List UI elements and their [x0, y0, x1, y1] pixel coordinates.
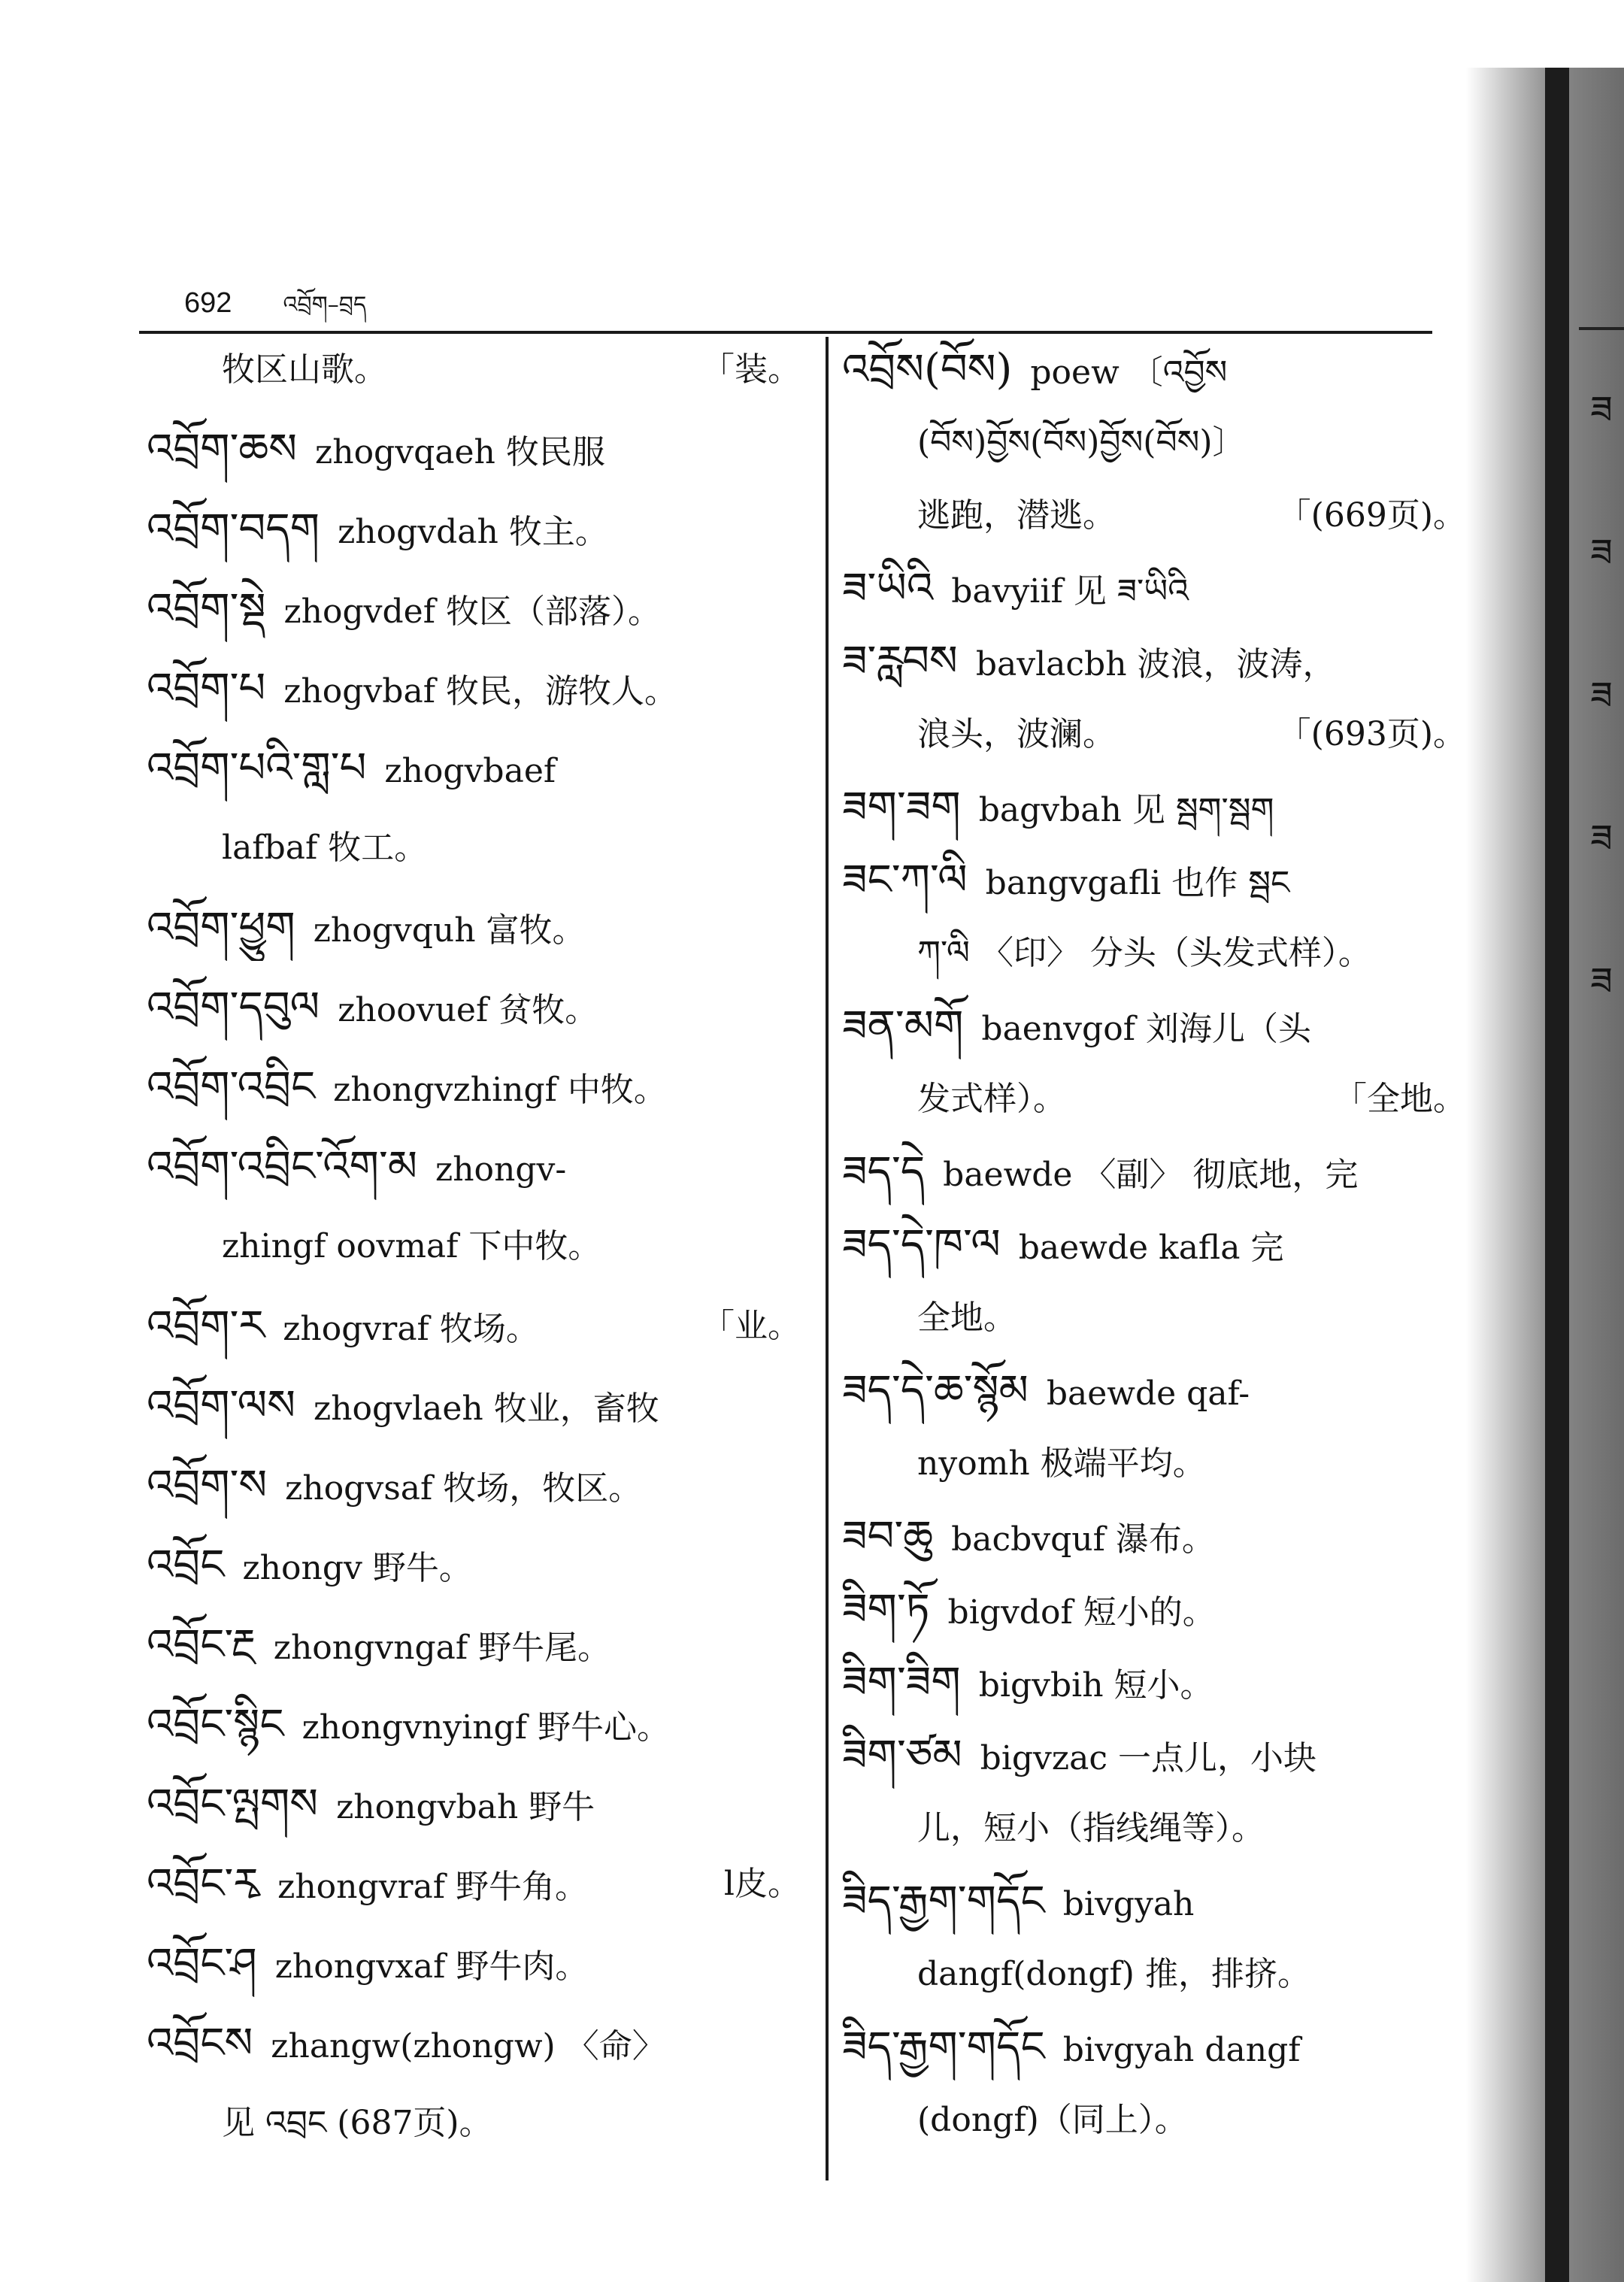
entry-text: zhongv- [435, 1150, 567, 1189]
dictionary-entry [147, 1771, 808, 1838]
entry-text: zhoovuef 贫牧。 [338, 991, 598, 1029]
headword-tibetan: འབྲོག་སྡེ [147, 584, 266, 633]
entry-continuation [147, 815, 808, 881]
entry-continuation [842, 920, 1474, 986]
dictionary-entry [842, 1868, 1474, 1935]
headword-tibetan: ཟང་ཀ་ལི [842, 856, 968, 905]
headword-tibetan: འབྲོག་ལས [147, 1381, 296, 1430]
headword-tibetan: འབྲོག་ས [147, 1461, 268, 1510]
entry-text: bivgyah dangf [1062, 2031, 1301, 2069]
entry-text: bivgyah [1062, 1885, 1195, 1923]
headword-tibetan: འབྲོང་རྔ [147, 1620, 256, 1669]
facing-page-glyph: ཟ [1590, 959, 1613, 1003]
dictionary-entry [147, 735, 808, 802]
entry-text: bagvbah 见 སྦག་སྦག [978, 791, 1274, 829]
entry-text: bangvgafli 也作 སྦང [985, 864, 1290, 902]
margin-note: 「全地。 [1334, 1080, 1466, 1118]
headword-tibetan: ཟག་ཟག [842, 783, 961, 832]
entry-text: zhangw(zhongw) 〈命〉 [271, 2027, 665, 2065]
headword-tibetan: ཟིག་ཙམ [842, 1731, 962, 1780]
entry-text: bavyiif 见 ཟ་ཡིའི [951, 572, 1189, 611]
headword-tibetan: འབྲོག་འབྲིང་འོག་མ [147, 1142, 418, 1191]
headword-tibetan: འབྲོག་ར [147, 1302, 265, 1350]
dictionary-entry [147, 1373, 808, 1439]
entry-continuation [842, 2087, 1474, 2153]
entry-text: bacbvquf 瀑布。 [951, 1520, 1215, 1559]
entry-text: dangf(dongf) 推，排挤。 [917, 1955, 1310, 1993]
dictionary-entry [842, 2014, 1474, 2080]
headword-tibetan: འབྲོང [147, 1541, 225, 1590]
entry-continuation [842, 702, 1474, 768]
dictionary-entry [147, 1692, 808, 1758]
entry-text: baewde qaf- [1046, 1374, 1250, 1413]
dictionary-entry [147, 1453, 808, 1519]
headword-tibetan: ཟད་དེ [842, 1147, 926, 1196]
dictionary-entry [842, 847, 1474, 914]
entry-text: 牧区山歌。 [222, 350, 387, 389]
headword-tibetan: འབྲོག་དབུལ [147, 983, 320, 1032]
entry-continuation [842, 1796, 1474, 1862]
entry-text: zhogvbaef [384, 752, 556, 790]
entry-text: zhogvdef 牧区（部落）。 [283, 592, 661, 631]
headword-tibetan: ཟད་དེ་ཆ་སྙོམ [842, 1366, 1029, 1415]
entry-text: zhongvraf 野牛角。 [277, 1868, 589, 1906]
headword-tibetan: འབྲོག་པའི་གླ་པ [147, 744, 367, 792]
headword-tibetan: ཟབ་ཆུ [842, 1512, 934, 1561]
entry-text: 见 འབྲང (687页)。 [222, 2104, 492, 2142]
margin-note: 「(693页)。 [1277, 715, 1466, 753]
entry-text: bigvzac 一点儿，小块 [980, 1739, 1316, 1777]
running-head: འབྲོག–བྲད [283, 292, 367, 318]
entry-continuation [842, 1941, 1474, 2008]
dictionary-entry [842, 1577, 1474, 1643]
dictionary-entry [147, 974, 808, 1041]
entry-continuation [842, 410, 1474, 476]
dictionary-entry [842, 774, 1474, 841]
headword-tibetan: འབྲོང་ཤ [147, 1939, 257, 1988]
entry-continuation [147, 2090, 808, 2156]
dictionary-entry [842, 629, 1474, 695]
entry-text: (བོས)བྱོས(བོས)བྱོས(བོས)〕 [917, 423, 1246, 462]
dictionary-entry [842, 1504, 1474, 1570]
dictionary-entry [842, 1139, 1474, 1205]
headword-tibetan: འབྲོག་ཕྱུག [147, 903, 295, 952]
dictionary-entry [147, 1532, 808, 1599]
entry-text: lafbaf 牧工。 [222, 829, 428, 867]
headword-tibetan: འབྲོས(བོས) [842, 345, 1013, 394]
dictionary-entry [147, 576, 808, 642]
entry-text: zhongvnyingf 野牛心。 [301, 1708, 670, 1747]
dictionary-entry [147, 895, 808, 961]
dictionary-entry [147, 656, 808, 722]
entry-text: zhogvbaf 牧民，游牧人。 [283, 672, 677, 711]
page-number: 692 [184, 287, 232, 319]
dictionary-entry [147, 1134, 808, 1200]
entry-text: zhogvdah 牧主。 [338, 513, 608, 551]
entry-text: 发式样）。 [917, 1080, 1066, 1118]
facing-page-rule [1579, 327, 1624, 330]
dictionary-entry [842, 556, 1474, 622]
headword-tibetan: འབྲོང་སྙིང [147, 1700, 284, 1749]
facing-page-glyph: ཟ [1590, 817, 1613, 860]
book-gutter-shadow [1545, 68, 1569, 2282]
entry-text: (dongf)（同上）。 [917, 2101, 1188, 2139]
headword-tibetan: ཟིད་རྒྱག་གདོང [842, 2023, 1045, 2071]
entry-text: zhogvquh 富牧。 [313, 911, 586, 950]
entry-text: zhongv 野牛。 [242, 1549, 472, 1587]
headword-tibetan: ཟད་དེ་ཁ་ལ [842, 1220, 1001, 1269]
entry-text: 逃跑，潜逃。 [917, 496, 1116, 535]
dictionary-entry [147, 1612, 808, 1678]
headword-tibetan: ཟ་ཡིའི [842, 564, 934, 613]
entry-text: zhogvsaf 牧场，牧区。 [285, 1469, 642, 1508]
entry-text: ཀ་ལི 〈印〉 分头（头发式样）。 [917, 934, 1371, 972]
entry-continuation [842, 1285, 1474, 1351]
headword-tibetan: ཟིད་རྒྱག་གདོང [842, 1877, 1045, 1926]
dictionary-entry [147, 1851, 808, 1917]
entry-continuation [147, 337, 808, 403]
facing-page-glyph: ཟ [1590, 388, 1613, 432]
margin-note: 「业。 [701, 1307, 801, 1345]
headword-tibetan: ཟིག་ཏོ [842, 1585, 930, 1634]
entry-text: zhongvbah 野牛 [336, 1788, 595, 1826]
margin-note: 「装。 [701, 350, 801, 389]
entry-text: baewde kafla 完 [1018, 1229, 1284, 1267]
margin-note: l皮。 [723, 1865, 801, 1903]
entry-text: poew 〔འབྱོས [1030, 353, 1228, 392]
entry-continuation [842, 1431, 1474, 1497]
entry-text: zhogvlaeh 牧业，畜牧 [314, 1390, 659, 1428]
dictionary-entry [842, 337, 1474, 403]
dictionary-entry [842, 1723, 1474, 1789]
header-rule [139, 331, 1432, 334]
entry-text: zhongvzhingf 中牧。 [333, 1071, 667, 1109]
headword-tibetan: འབྲོག་འབྲིང [147, 1062, 316, 1111]
headword-tibetan: ཟ་རླབས [842, 637, 958, 686]
facing-page-glyph: ཟ [1590, 674, 1613, 717]
entry-text: bigvbih 短小。 [978, 1666, 1213, 1705]
headword-tibetan: འབྲོང་ལྤགས [147, 1780, 319, 1829]
entry-text: baenvgof 刘海儿（头 [981, 1010, 1311, 1048]
entry-continuation [842, 1066, 1474, 1132]
entry-text: 浪头，波澜。 [917, 715, 1116, 753]
entry-text: nyomh 极端平均。 [917, 1444, 1206, 1483]
entry-text: 儿，短小（指线绳等）。 [917, 1809, 1265, 1847]
dictionary-entry [147, 1293, 808, 1359]
dictionary-entry [147, 496, 808, 562]
entry-continuation [842, 483, 1474, 549]
dictionary-entry [147, 1931, 808, 1997]
entry-text: zhongvxaf 野牛肉。 [274, 1947, 589, 1986]
entry-text: 全地。 [917, 1299, 1017, 1337]
entry-text: baewde 〈副〉 彻底地，完 [943, 1156, 1359, 1194]
entry-text: zhogvqaeh 牧民服 [315, 433, 605, 471]
entry-continuation [147, 1214, 808, 1280]
headword-tibetan: འབྲོང་རྭ [147, 1859, 260, 1908]
entry-text: bigvdof 短小的。 [947, 1593, 1216, 1632]
headword-tibetan: འབྲོག་བདག [147, 505, 320, 553]
headword-tibetan: ཟན་མགོ [842, 1002, 964, 1050]
dictionary-entry [147, 1054, 808, 1120]
dictionary-entry [842, 993, 1474, 1059]
entry-text: bavlacbh 波浪，波涛， [975, 645, 1336, 683]
dictionary-entry [147, 417, 808, 483]
dictionary-entry [842, 1212, 1474, 1278]
dictionary-entry [147, 2011, 808, 2077]
column-divider [826, 337, 829, 2180]
dictionary-entry [842, 1650, 1474, 1716]
entry-text: zhongvngaf 野牛尾。 [273, 1629, 611, 1667]
dictionary-entry [842, 1358, 1474, 1424]
headword-tibetan: འབྲོངས [147, 2019, 253, 2068]
entry-text: zhogvraf 牧场。 [283, 1310, 539, 1348]
headword-tibetan: འབྲོག་པ [147, 664, 266, 713]
entry-text: zhingf oovmaf 下中牧。 [222, 1227, 601, 1265]
headword-tibetan: འབྲོག་ཆས [147, 425, 298, 474]
margin-note: 「(669页)。 [1277, 496, 1466, 535]
headword-tibetan: ཟིག་ཟིག [842, 1658, 961, 1707]
facing-page-glyph: ཟ [1590, 531, 1613, 574]
